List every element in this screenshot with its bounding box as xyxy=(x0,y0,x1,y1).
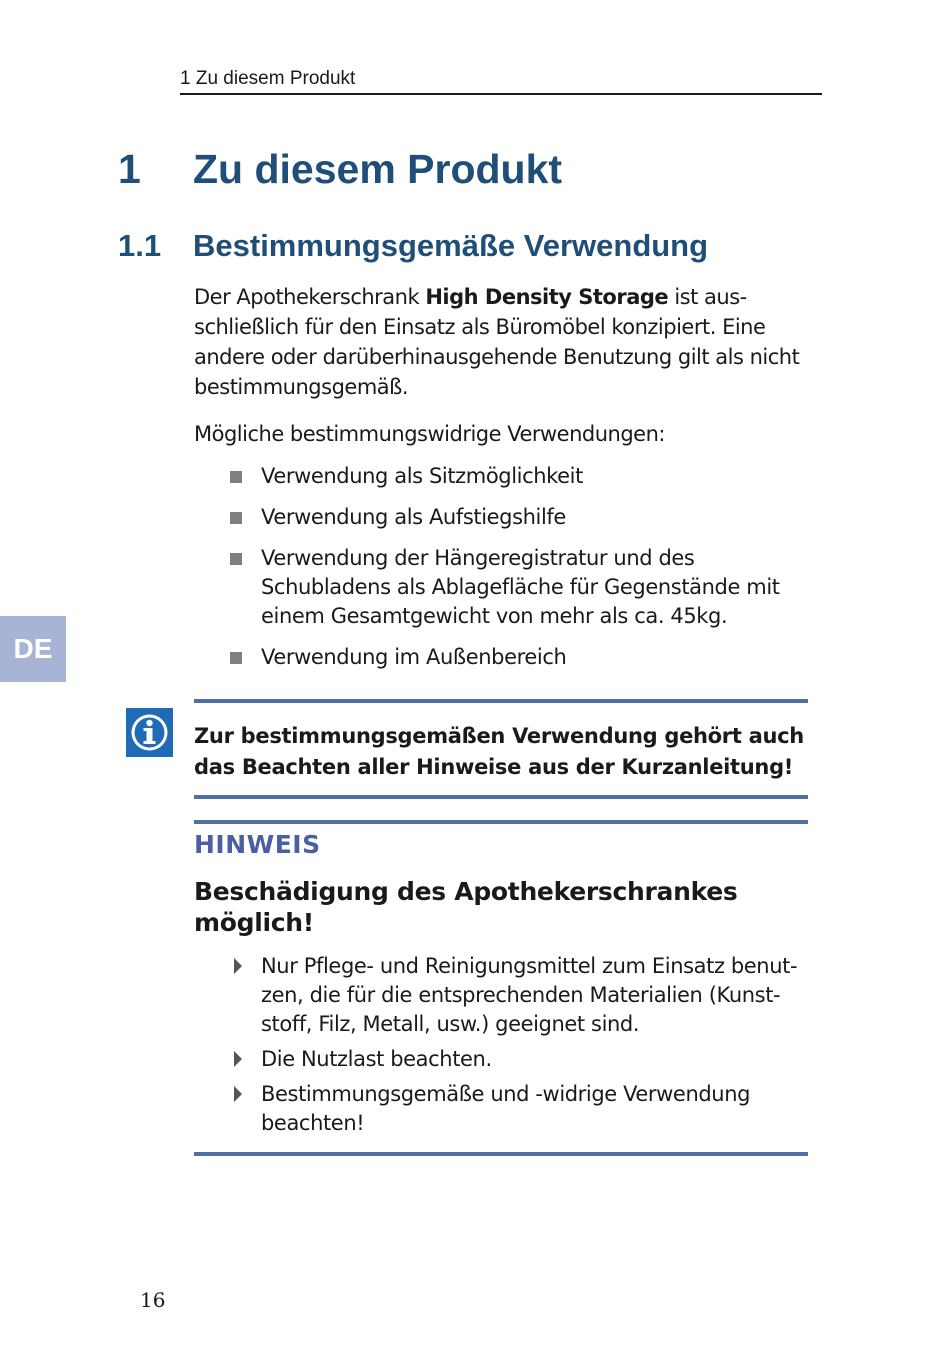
list-item xyxy=(230,544,810,631)
chapter-heading xyxy=(118,146,562,193)
list-item-text: Verwendung der Hängeregistratur und des Schubladens als Ablagefläche für Gegenstände mit einem Gesamtgewicht von mehr als ca. 45kg. xyxy=(261,546,780,628)
info-icon-graphic xyxy=(126,708,173,757)
triangle-right-icon xyxy=(234,1086,242,1102)
intro-paragraph xyxy=(194,282,804,402)
list-item xyxy=(230,952,800,1039)
triangle-right-icon xyxy=(234,1051,242,1067)
info-icon xyxy=(126,708,173,757)
notice-label: HINWEIS xyxy=(194,830,321,859)
section-heading xyxy=(118,228,708,264)
list-item-text: Bestimmungsgemäße und -widrige Verwendung beachten! xyxy=(261,1082,751,1135)
list-item-text: Verwendung im Außenbereich xyxy=(261,645,567,669)
square-bullet-icon xyxy=(230,512,242,524)
section-title: Bestimmungsgemäße Verwendung xyxy=(193,228,709,263)
list-item xyxy=(230,1080,800,1138)
language-tab: DE xyxy=(0,616,66,682)
product-name: High Density Storage xyxy=(425,285,669,309)
notice-list xyxy=(230,952,800,1144)
list-item xyxy=(230,503,810,532)
list-item xyxy=(230,462,810,491)
misuse-list xyxy=(230,462,810,684)
info-box: Zur bestimmungsgemäßen Verwendung gehört auch das Beachten aller Hinweise aus der Kurzanleitung! xyxy=(194,699,808,799)
running-header: 1 Zu diesem Produkt xyxy=(180,68,822,95)
triangle-right-icon xyxy=(234,958,242,974)
list-item xyxy=(230,1045,800,1074)
page-number: 16 xyxy=(140,1288,166,1312)
notice-title: Beschädigung des Apothekerschrankes möglich! xyxy=(194,877,738,937)
intro-after: ist aus-schließlich für den Einsatz als Büromöbel konzipiert. Eine andere oder darüberhinausgehende Benutzung gilt als nicht bestimmungsgemäß. xyxy=(194,285,800,399)
chapter-number: 1 xyxy=(118,146,141,192)
section-number: 1.1 xyxy=(118,228,162,263)
intro-before: Der Apothekerschrank xyxy=(194,285,426,309)
misuse-intro: Mögliche bestimmungswidrige Verwendungen: xyxy=(194,422,665,446)
list-item-text: Die Nutzlast beachten. xyxy=(261,1047,492,1071)
list-item xyxy=(230,643,810,672)
square-bullet-icon xyxy=(230,652,242,664)
list-item-text: Verwendung als Aufstiegshilfe xyxy=(261,505,566,529)
list-item-text: Nur Pflege- und Reinigungsmittel zum Einsatz benut-zen, die für die entsprechenden Materialien (Kunst-stoff, Filz, Metall, usw.) geeignet sind. xyxy=(261,954,798,1036)
chapter-title: Zu diesem Produkt xyxy=(193,146,563,192)
list-item-text: Verwendung als Sitzmöglichkeit xyxy=(261,464,583,488)
square-bullet-icon xyxy=(230,471,242,483)
square-bullet-icon xyxy=(230,553,242,565)
notice-box xyxy=(194,820,808,1156)
